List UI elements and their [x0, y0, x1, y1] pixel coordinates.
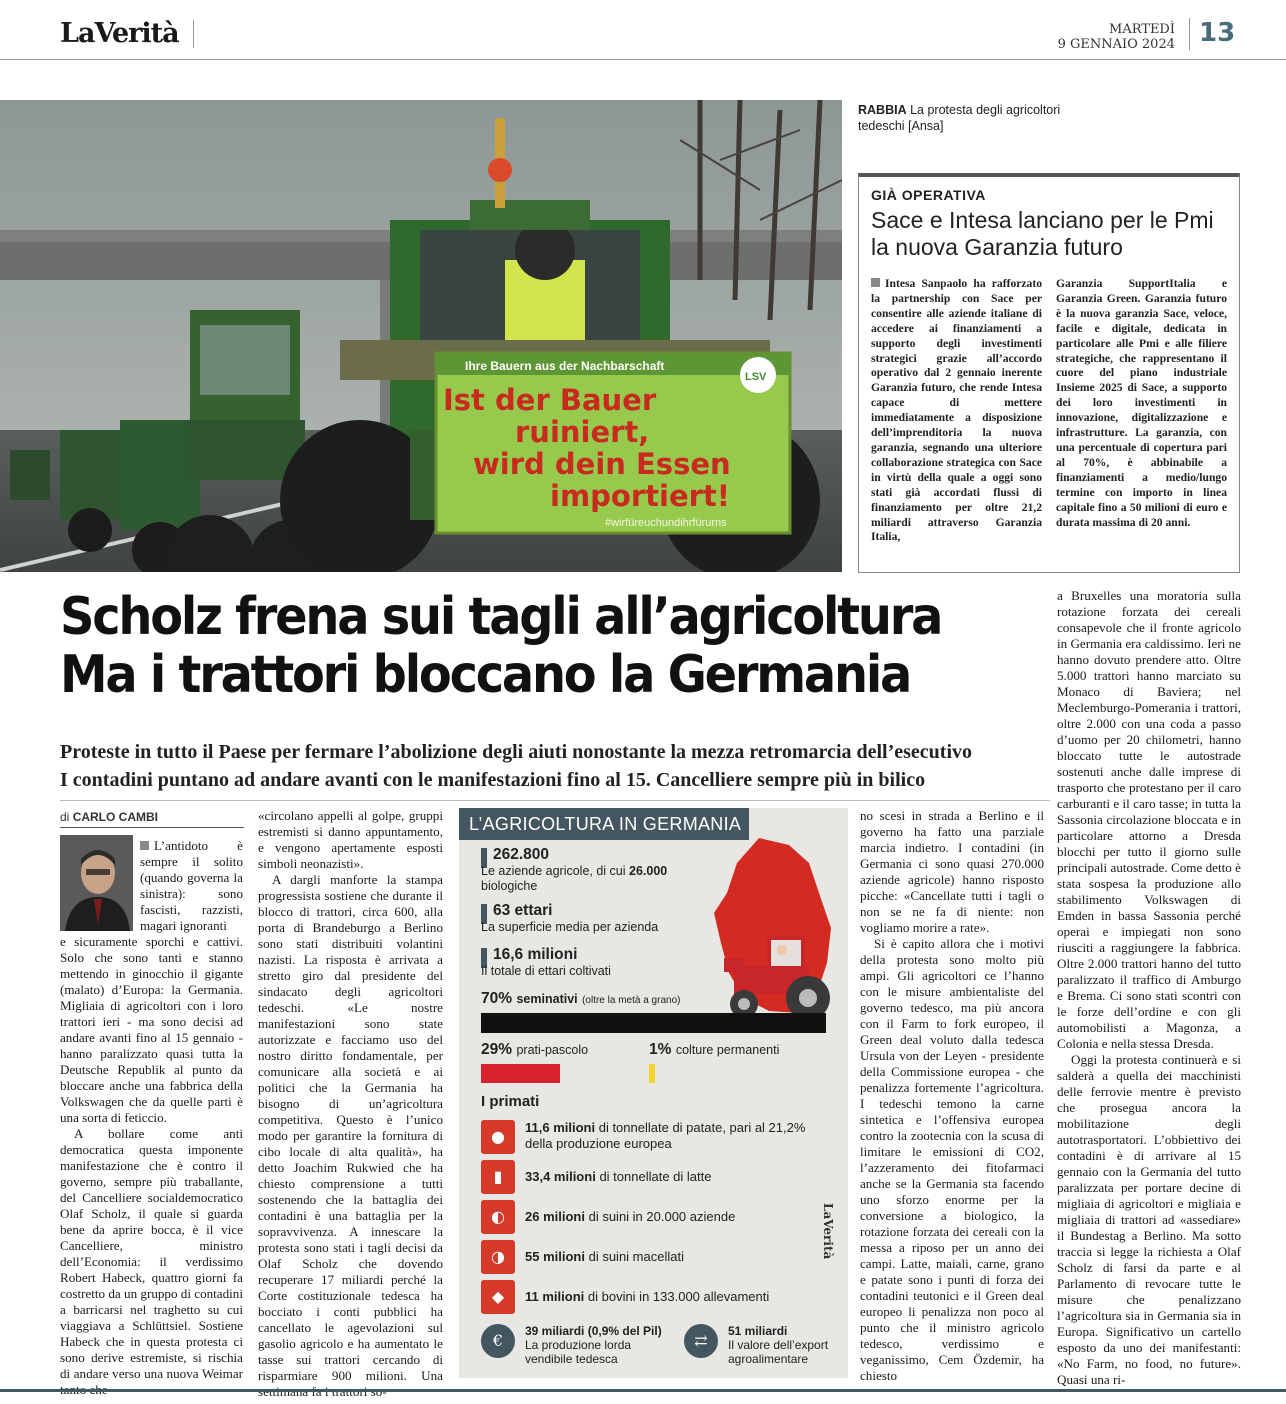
author-name: CARLO CAMBI	[72, 810, 159, 824]
money-icon: €	[481, 1324, 515, 1358]
banner-logo: LSV	[745, 371, 767, 383]
caption-text: La protesta degli agricoltori tedeschi [Ansa]	[858, 103, 1061, 133]
article-column-2: «circolano appelli al golpe, gruppi estremisti si danno appuntamento, e vengono apertamente esposti simboli neonazisti». A dargli manforte la stampa progressista sostiene che durante il blocco di trattori, circa 600, alla porta di Brandeburgo a Berlino sono stati distribuiti volantini nazisti. La risposta è arrivata a stretto giro dal presidente del sindacato degli agricoltori tedeschi. «Le nostre manifestazioni sono state autorizzate e facciamo uso del nostro diritto fondamentale, per comunicare alla società e ai politici che la Germania ha bisogno di un’agricoltura competitiva. Questo è l’unico modo per garantire la fornitura di cibo locale di alta qualità», ha detto Joachim Rukwied che ha chiesto comprensione a tutti sostenendo che la battaglia dei contadini è una battaglia per la sopravvivenza. A innescare la protesta sono stati i tagli decisi da Olaf Scholz che dovendo recuperare 17 miliardi perché la Corte costituzionale tedesca ha bocciato i conti pubblici ha cancellato le agevolazioni sul gasolio agricolo e ha aumentato le tasse sui trattori cercando di risparmiare 900 milioni. Una	[258, 808, 443, 1383]
square-icon	[871, 278, 880, 287]
newspaper-logo: LaVerità	[60, 18, 179, 49]
box-title: Sace e Intesa lanciano per le Pmi la nuova Garanzia futuro	[871, 207, 1214, 260]
export-icon: ⇄	[684, 1324, 718, 1358]
page-number: 13	[1199, 18, 1236, 48]
seminativi-bar	[481, 1013, 826, 1033]
pig-icon: ◐	[481, 1200, 515, 1234]
article-headline	[60, 588, 971, 704]
issue-day: MARTEDÌ	[1109, 22, 1175, 37]
stat-ettari: 16,6 milioni Il totale di ettari coltivati	[481, 946, 611, 978]
side-box	[858, 173, 1240, 573]
banner-line-2: ruiniert,	[515, 415, 650, 449]
divider	[1189, 18, 1190, 50]
potato-icon: ●	[481, 1120, 515, 1154]
byline: di CARLO CAMBI	[60, 810, 159, 824]
primato-suini: ◐ 26 milioni di suini in 20.000 aziende	[481, 1200, 821, 1234]
tractor-icon	[714, 928, 839, 1023]
subhead-line-1: Proteste in tutto il Paese per fermare l’abolizione degli aiuti nonostante la mezza retromarcia dell’esecutivo	[60, 741, 973, 763]
primato-patate: ● 11,6 milioni di tonnellate di patate, pari al 21,2% della produzione europea	[481, 1120, 821, 1154]
headline-line-1: Scholz frena sui tagli all’agricoltura	[60, 587, 942, 647]
headline-line-2: Ma i trattori bloccano la Germania	[60, 645, 911, 705]
primati-title: I primati	[481, 1093, 540, 1110]
colture-label: 1% colture permanenti	[649, 1041, 780, 1058]
banner-line-3: wird dein Essen	[473, 447, 731, 481]
box-kicker: GIÀ OPERATIVA	[871, 187, 986, 203]
person-icon	[60, 835, 133, 931]
article-column-3: no scesi in strada a Berlino e il governo ha fatto una parziale marcia indietro. I contadini (in Germania ci sono quasi 270.000 aziende agricole) hanno risposto picche: «Cancellate tutti i tagli o non se ne fa di niente: non vogliamo morire a rate». Si è capito allora che i motivi della protesta sono molto più ampi. Gli agricoltori ce l’hanno con le misure ambientaliste del governo tedesco, ma più ancora con il Farm to fork europeo, il Green deal voluto dalla tedesca Ursula von der Leyen - presidente della Commissione europea - che penalizza fortemente l’agricoltura. I tedeschi temono la carne sintetica e l’offensiva europea contro la zootecnia con la scusa di limitare le emissioni di CO2, l’azzeramento dei fitofarmaci anche se la Germania sta facendo uno sforzo enorme per la conversione a biologico, la rotazione forzata dei cereali con la messa a riposo per un anno dei campi. Latte, maiali, carne, grano e patate sono i punti di forza dei contadini teutonici e il Green deal europeo li penalizza non poco al punto che il ministro agricolo tedesco, verdissimo e veganissimo, Cem Özdemir, ha chiesto	[860, 808, 1044, 1383]
box-column-2: Garanzia SupportItalia e Garanzia Green. Garanzia futuro è la nuova garanzia Sace, veloce, facile e digitale, dedicata in particolare alle Pmi e alle filiere strategiche, che rappresentano il cuore del piano industriale Insieme 2025 di Sace, a supporto dei loro investimenti in innovazione, digitalizzazione e infrastrutture. La garanzia, con una percentuale di copertura pari al 70%, è abbinabile a finanziamenti a medio/lungo termine con importo in linea capitale fino a 50 milioni di euro e durata massima di 20 anni.	[1056, 277, 1227, 529]
article-subhead	[60, 738, 1050, 794]
caption-label: RABBIA	[858, 103, 907, 117]
square-icon	[140, 841, 149, 850]
banner-line-1: Ist der Bauer	[443, 383, 657, 417]
banner-top-text: Ihre Bauern aus der Nachbarschaft	[465, 359, 665, 373]
author-avatar	[60, 835, 133, 931]
prati-label: 29% prati-pascolo	[481, 1041, 589, 1058]
infographic-logo: LaVerità	[821, 1203, 835, 1260]
subhead-line-2: I contadini puntano ad andare avanti con le manifestazioni fino al 15. Cancelliere sempre più in bilico	[60, 769, 926, 791]
valore-export: ⇄ 51 miliardi Il valore dell’export agroalimentare	[684, 1324, 844, 1358]
divider	[60, 827, 244, 828]
pig-icon: ◑	[481, 1240, 515, 1274]
article-column-1: L’antidoto è sempre il solito (quando governa la sinistra): sono fascisti, razzisti, magari ignoranti	[140, 838, 243, 933]
tractor-protest-photo	[0, 100, 842, 572]
primato-latte: ▮ 33,4 milioni di tonnellate di latte	[481, 1160, 821, 1194]
stat-superficie: 63 ettari La superficie media per azienda	[481, 902, 659, 934]
box-columns	[871, 277, 1227, 545]
milk-icon: ▮	[481, 1160, 515, 1194]
photo-illustration	[0, 100, 842, 572]
photo-caption	[858, 102, 1088, 134]
infographic-title: L’AGRICOLTURA IN GERMANIA	[459, 808, 749, 840]
article-column-1-body: e sicuramente sporchi e cattivi. Solo che sono tanti e stanno mettendo in ginocchio il gigante (malato) d’Europa: la Germania. Migliaia di agricoltori con i loro trattori ieri - ma sono decisi ad andare avanti fino al 15 gennaio - hanno paralizzato quasi tutta la Deutsche Republik al punto da bloccare anche una fabbrica della Volkswagen che da quelle parti è una sorta di feticcio. A bollare come anti democratica questa imponente manifestazione che è contro il governo, sempre più traballante, del Cancelliere socialdemocratico Olaf Scholz, il quale si guarda bene da aprire bocca, è il vice Cancelliere, ministro dell’Economia: il verdissimo Robert Habeck, quattro giorni fa costretto da un gruppo di contadini a barricarsi nel traghetto su cui viaggiava a Schlüttsiel. Sostiene Habeck che in questa protesta ci sono derive estremiste, si rischia di andare verso una nuova Weimar	[60, 934, 243, 1381]
primato-bovini: ◆ 11 milioni di bovini in 133.000 allevamenti	[481, 1280, 821, 1314]
banner-hashtag: #wirfüreuchundihrfürurns	[605, 517, 727, 529]
divider	[0, 1389, 1286, 1392]
divider	[193, 20, 194, 48]
cow-icon: ◆	[481, 1280, 515, 1314]
seminativi-label: 70% seminativi (oltre la metà a grano)	[481, 990, 681, 1007]
box-column-1: Intesa Sanpaolo ha rafforzato la partnership con Sace per consentire alle aziende italiane di accedere ai finanziamenti a supporto degli investimenti strategici grazie all’accordo operativo dal 2 gennaio inerente Garanzia futuro, che rende Intesa capace di mettere immediatamente a disposizione dell’imprenditoria la nuova garanzia, segnando una ulteriore collaborazione strategica con Sace in virtù della quale a oggi sono stati già accordati flussi di finanziamento per oltre 21,2 miliardi attraverso Garanzia Italia,	[871, 277, 1042, 544]
valore-produzione: € 39 miliardi (0,9% del Pil) La produzione lorda vendibile tedesca	[481, 1324, 671, 1358]
colture-bar	[649, 1064, 655, 1083]
divider	[60, 800, 1050, 801]
masthead	[0, 0, 1286, 60]
issue-date	[1000, 22, 1175, 52]
primato-suini-macellati: ◑ 55 milioni di suini macellati	[481, 1240, 821, 1274]
stat-aziende: 262.800 Le aziende agricole, di cui 26.000 biologiche	[481, 846, 668, 893]
infographic	[459, 808, 848, 1378]
issue-full-date: 9 GENNAIO 2024	[1057, 37, 1175, 52]
article-column-4: a Bruxelles una moratoria sulla rotazione forzata dei cereali consapevole che il fronte agricolo in Germania era caldissimo. Ieri ne hanno dovuto prendere atto. Oltre 5.000 trattori hanno marciato su Monaco di Baviera; nel Meclemburgo-Pomerania i trattori, oltre 2.000 con una coda a passo d’uomo per 20 chilometri, hanno bloccato tutte le autostrade sostenuti anche dalle imprese di trasporto che protestano per il caro carburanti e il caro tasse; in tutta la Sassonia circolazione bloccata e in particolare attorno a Dresda blocchi per tutto il giorno sulle principali autostrade. Come detto è stata sospesa la produzione allo stabilimento Volkswagen di Emden in bassa Sassonia perché operai e impiegati non sono riusciti a raggiungere la fabbrica. Oltre 2.000 trattori hanno del tutto paralizzato il traffico di Amburgo e Brema. Ci sono stati scontri con le forze dell’ordine e con gli automobilisti a Magonza, a Colonia e nella stessa Dresda. Oggi la protesta continuerà e si salderà a quella dei macchinisti delle ferrovie mentre è previsto che prosegua ancora la mobilitazione degli autotrasportatori. L’obbiettivo dei contadini è di arrivare al 15 gennaio con la Germania del tutto paralizzata per portare decine di migliaia di agricoltori e migliaia e migliaia di trattori ad «assediare» il Bundestag a Berlino. Ma sotto traccia si legge la richiesta a Olaf Scholz di farsi da parte e al Parlamento di revocare tutte le misure che penalizzano l’agricoltura sia in Germania sia in Europa. Significativo un cartello esposto da uno dei manifestanti: «No Farm, no food, no future». Quasi una ri-	[1057, 588, 1241, 1387]
banner-line-4: importiert!	[550, 479, 731, 513]
prati-bar	[481, 1064, 560, 1083]
